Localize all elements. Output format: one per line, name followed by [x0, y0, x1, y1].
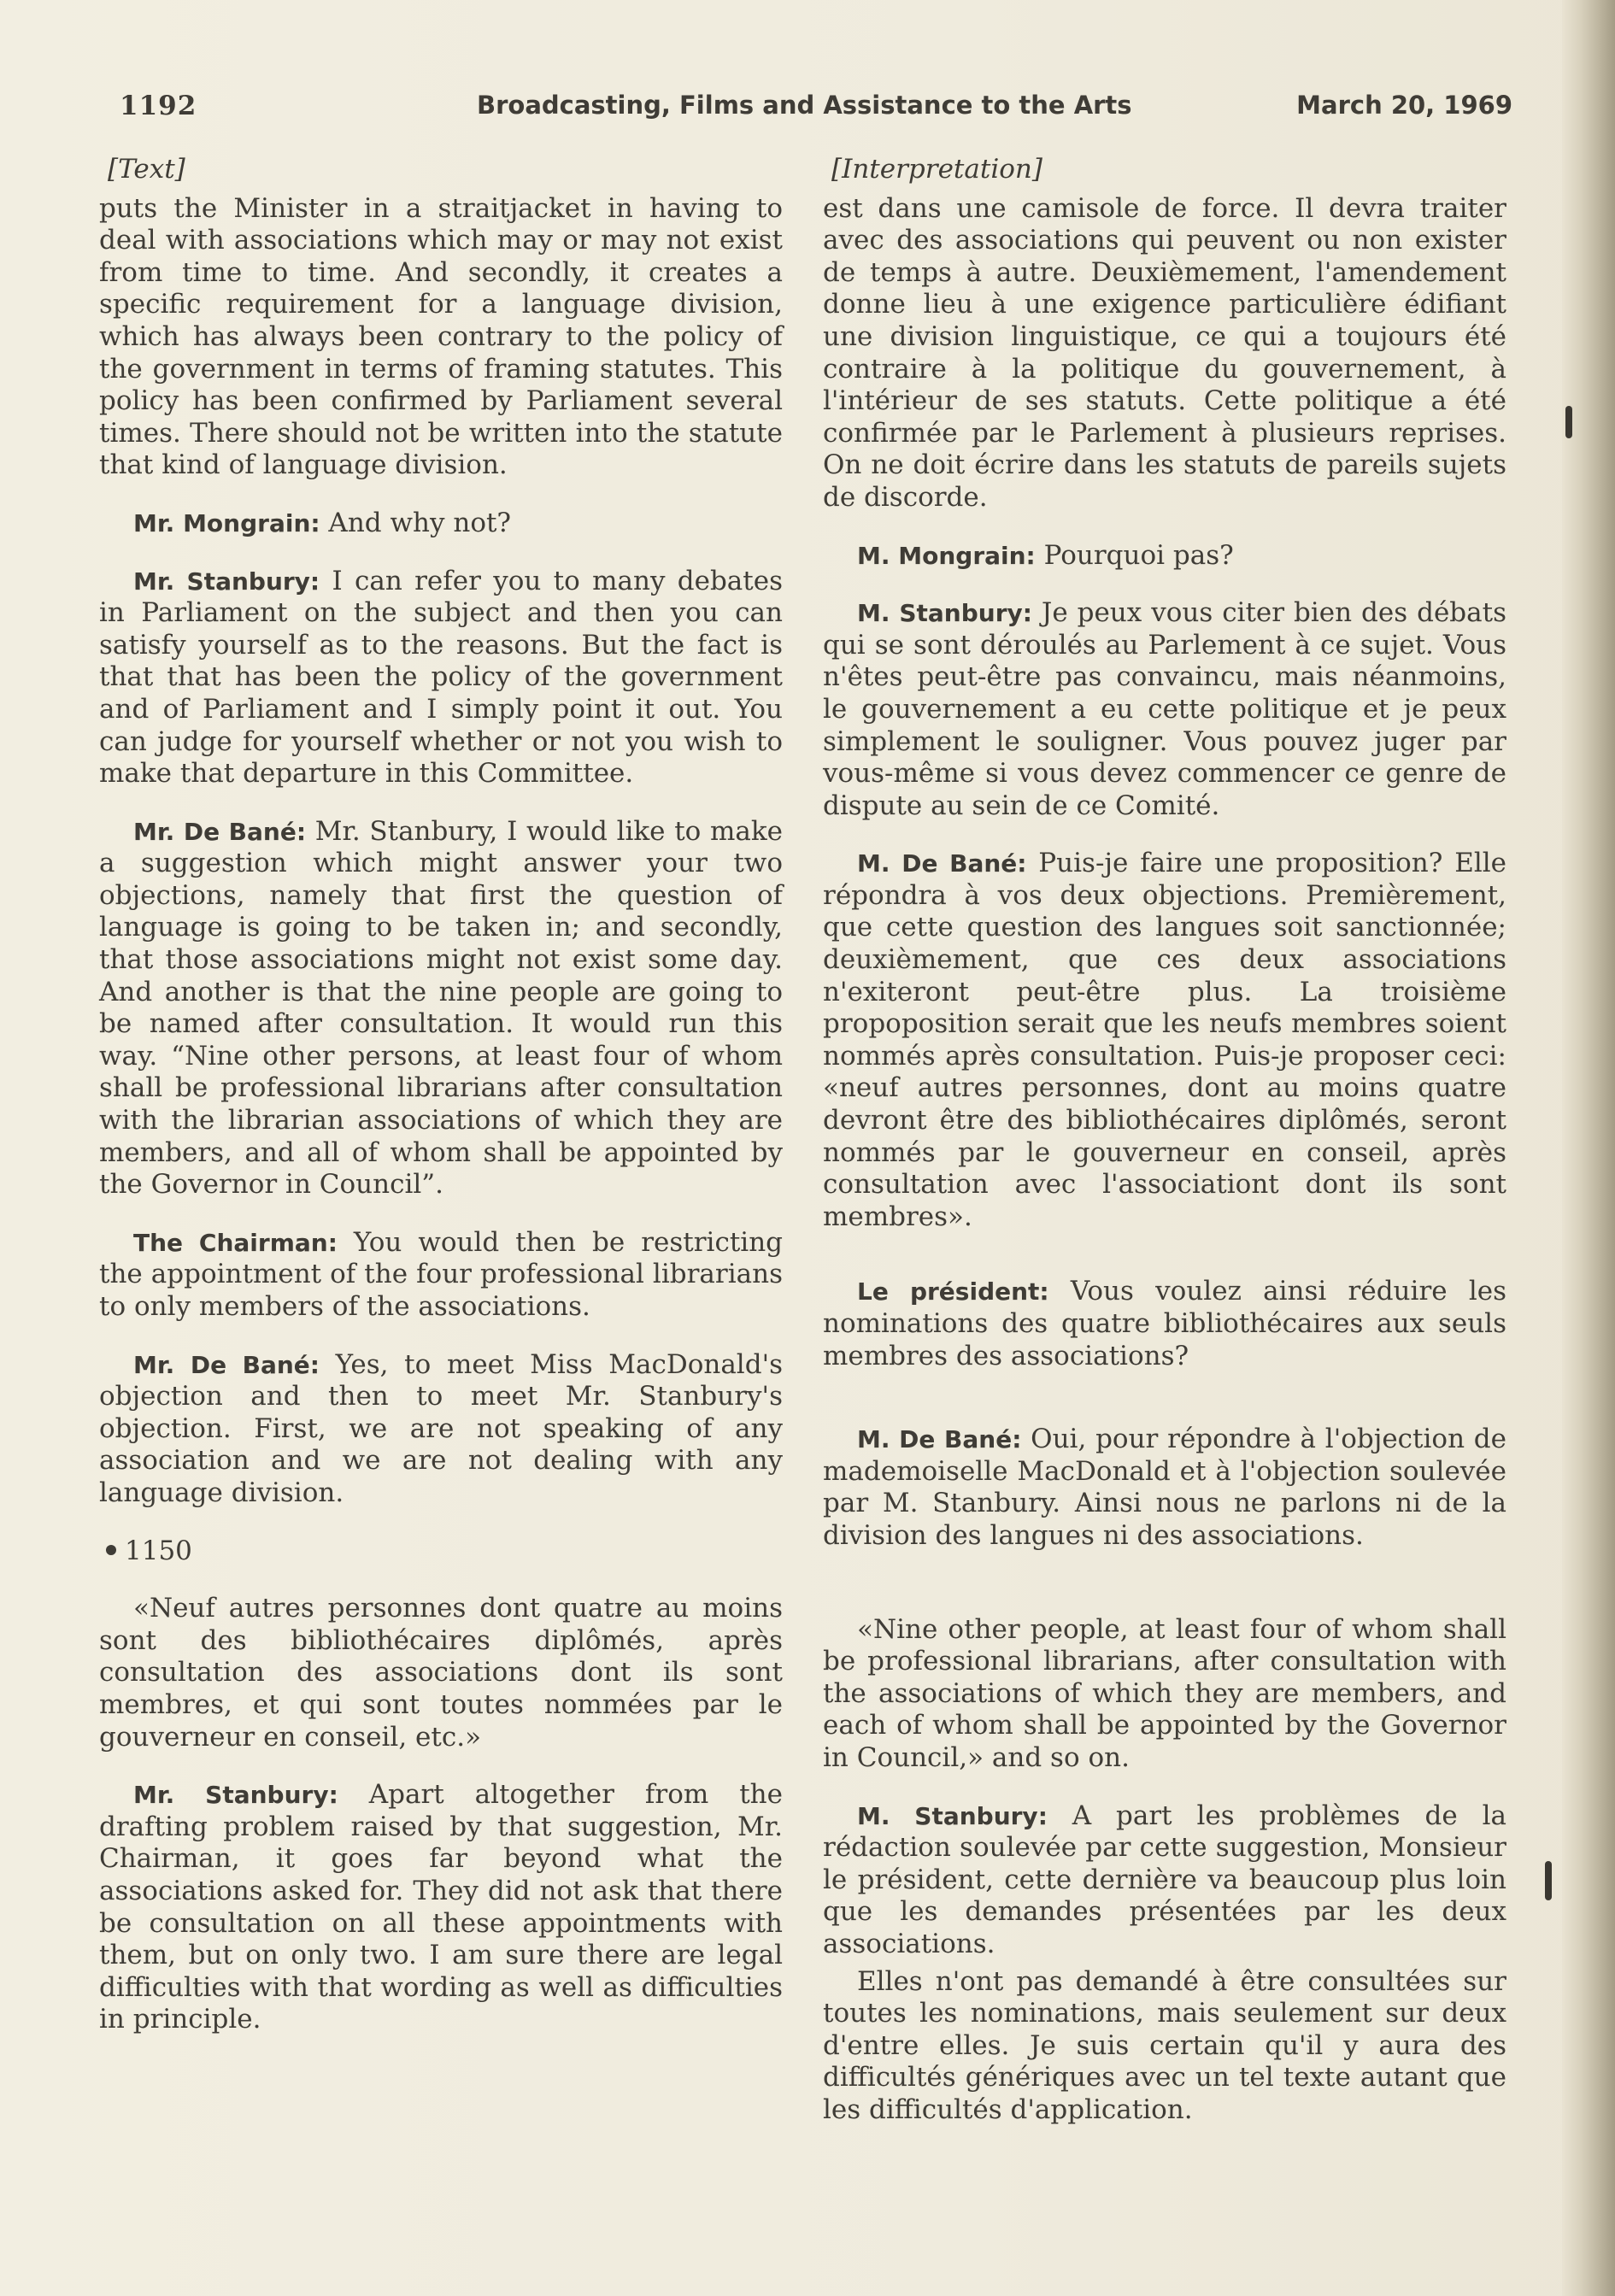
paragraph: [823, 848, 1506, 1233]
time-marker: [99, 1536, 783, 1568]
header-date: March 20, 1969: [1296, 91, 1512, 120]
speech-text: Je peux vous citer bien des débats qui se sont déroulés au Parlement à ce sujet. Vous n'êtes peut-être pas convaincu, mais néanmoins, le gouvernement a eu cette politique et je peux simplement le souligner. Vous pouvez juger par vous-même si vous devez commencer ce genre de dispute au sein de ce Comité.: [823, 597, 1506, 821]
speech-text: Pourquoi pas?: [1035, 539, 1234, 571]
paragraph: est dans une camisole de force. Il devra traiter avec des associations qui peuvent ou non exister de temps à autre. Deuxièmement, l'amendement donne lieu à une exigence particulière édifiant une division linguistique, ce qui a toujours été contraire à la politique du gouvernement, à l'intérieur de ses statuts. Cette politique a été confirmée par le Parlement à plusieurs reprises. On ne doit écrire dans les statuts de pareils sujets de discorde.: [823, 192, 1506, 513]
running-title: Broadcasting, Films and Assistance to the Arts: [477, 91, 1132, 120]
paragraph: [823, 597, 1506, 822]
book-gutter-shadow: [1562, 0, 1615, 2296]
paragraph: Elles n'ont pas demandé à être consultées sur toutes les nominations, mais seulement sur deux d'entre elles. Je suis certain qu'il y aura des difficultés génériques avec un tel texte autant que les difficultés d'application.: [823, 1965, 1506, 2125]
paragraph: puts the Minister in a straitjacket in having to deal with associations which may or may not exist from time to time. And secondly, it creates a specific requirement for a language division, which has always been contrary to the policy of the government in terms of framing statutes. This policy has been confirmed by Parliament several times. There should not be written into the statute that kind of language division.: [99, 192, 783, 481]
page-header: [120, 91, 1512, 133]
paragraph: [823, 1800, 1506, 1961]
speaker-name: Mr. Stanbury:: [133, 567, 320, 596]
paragraph: [99, 1779, 783, 2036]
left-column-english: [99, 154, 783, 2062]
interpretation-label: [Interpretation]: [831, 154, 1042, 185]
time-marker-value: 1150: [125, 1535, 192, 1566]
paragraph: [823, 1424, 1506, 1552]
speech-text: You would then be restricting the appointment of the four professional librarians to only members of the associations.: [99, 1226, 784, 1322]
speaker-name: Mr. De Bané:: [133, 817, 307, 846]
speaker-name: M. Stanbury:: [857, 599, 1032, 628]
paragraph: [99, 566, 783, 790]
margin-mark: [1565, 406, 1572, 438]
speech-text: Yes, to meet Miss MacDonald's objection and then to meet Mr. Stanbury's objection. First, we are not speaking of any association and we are not dealing with any language division.: [99, 1348, 784, 1508]
speech-text: Vous voulez ainsi réduire les nominations des quatre bibliothécaires aux seuls membres des associations?: [823, 1276, 1507, 1371]
text-label: [Text]: [108, 154, 185, 185]
speaker-name: M. Stanbury:: [857, 1801, 1048, 1830]
speech-text: Puis-je faire une proposition? Elle répondra à vos deux objections. Premièrement, que cette question des langues soit sanctionnée; deuxièmement, que ces deux associations n'exiteront peut-être plus. La troisième propoposition serait que les neufs membres soient nommés après consultation. Puis-je proposer ceci: «neuf autres personnes, dont au moins quatre devront être des bibliothécaires diplômés, seront nommés par le gouverneur en conseil, après consultation avec l'associationt dont ils sont membres».: [823, 848, 1506, 1232]
speaker-name: Mr. Mongrain:: [133, 508, 320, 537]
bullet-icon: [106, 1545, 116, 1555]
speaker-name: M. De Bané:: [857, 1425, 1022, 1454]
right-column-french: [823, 154, 1506, 2152]
speech-text: And why not?: [320, 507, 512, 538]
speaker-name: M. De Bané:: [857, 849, 1027, 878]
paragraph: [99, 1349, 783, 1510]
paragraph: «Nine other people, at least four of whom shall be professional librarians, after consultation with the associations of which they are members, and each of whom shall be appointed by the Governor in Council,» and so on.: [823, 1613, 1506, 1773]
speaker-name: The Chairman:: [133, 1228, 338, 1257]
speech-text: Oui, pour répondre à l'objection de mademoiselle MacDonald et à l'objection soulevée par M. Stanbury. Ainsi nous ne parlons ni de la division des langues ni des associations.: [823, 1424, 1506, 1551]
speech-text: Apart altogether from the drafting problem raised by that suggestion, Mr. Chairman, it goes far beyond what the associations asked for. They did not ask that there be consultation on all these appointments with them, but on only two. I am sure there are legal difficulties with that wording as well as difficulties in principle.: [99, 1779, 783, 2035]
paragraph: [99, 508, 783, 540]
paragraph: [99, 1227, 783, 1324]
speech-text: I can refer you to many debates in Parliament on the subject and then you can satisfy yourself as to the reasons. But the fact is that that has been the policy of the government and of Parliament and I simply point it out. You can judge for yourself whether or not you wish to make that departure in this Committee.: [99, 565, 783, 790]
paragraph: [99, 816, 783, 1201]
speech-text: Mr. Stanbury, I would like to make a suggestion which might answer your two objections, namely that first the question of language is going to be taken in; and secondly, that those associations might not exist some day. And another is that the nine people are going to be named after consultation. It would run this way. “Nine other persons, at least four of whom shall be professional librarians after consultation with the librarian associations of which they are members, and all of whom shall be appointed by the Governor in Council”.: [99, 815, 783, 1201]
paragraph: [823, 1276, 1506, 1372]
paragraph: [823, 540, 1506, 573]
speaker-name: M. Mongrain:: [857, 541, 1036, 570]
page-number: 1192: [120, 91, 197, 121]
speaker-name: Mr. Stanbury:: [133, 1781, 338, 1810]
paragraph: «Neuf autres personnes dont quatre au moins sont des bibliothécaires diplômés, après consultation des associations dont ils sont membres, et qui sont toutes nommées par le gouverneur en conseil, etc.»: [99, 1593, 783, 1753]
margin-mark: [1545, 1861, 1552, 1900]
speaker-name: Mr. De Bané:: [133, 1350, 320, 1379]
speech-text: A part les problèmes de la rédaction soulevée par cette suggestion, Monsieur le président, cette dernière va beaucoup plus loin que les demandes présentées par les deux associations.: [823, 1800, 1506, 1959]
speaker-name: Le président:: [857, 1277, 1049, 1307]
